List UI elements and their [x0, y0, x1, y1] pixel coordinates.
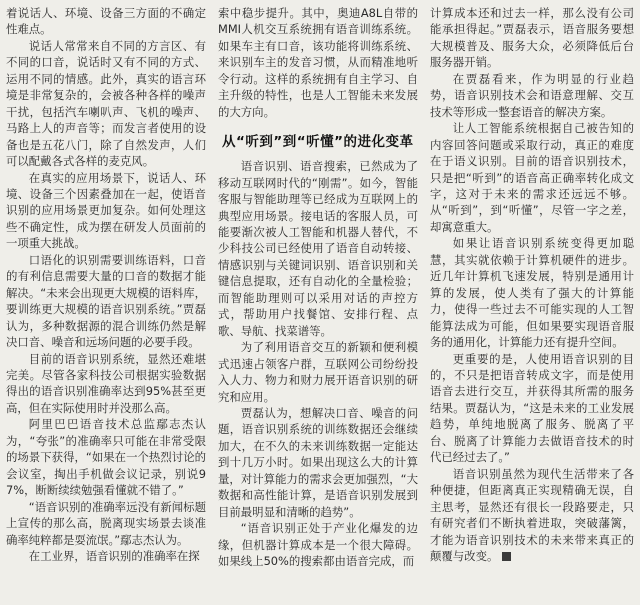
paragraph: 口语化的识别需要训练语料，口音的有利信息需要大量的口音的数据才能解决。“未来会出现更大规模的语料库，要训练更大规模的语音识别系统。”贾磊认为，多种数据源的混合训练仍然是解决口音、噪音和远场问题的必要手段。: [6, 252, 206, 350]
paragraph-text: 语音识别虽然为现代生活带来了各种便捷，但距离真正实现精确无误，自主思考，显然还有很长一段路要走，只有研究者们不断执着进取，突破藩篱，才能为语音识别技术的未来带来真正的颠覆与改变。: [430, 466, 634, 563]
paragraph: “语音识别的准确率远没有新闻标题上宣传的那么高，脱离现实场景去谈准确率纯粹都是耍流氓。”鄢志杰认为。: [6, 499, 206, 547]
paragraph: 索中稳步提升。其中，奥迪A8L自带的MMI人机交互系统拥有语音训练系统。如果车主有口音，该功能将训练系统、来识别车主的发音习惯，从而精准地听令行动。这样的系统拥有自主学习、自主升级的特性，也是人工智能未来发展的大方向。: [218, 6, 418, 119]
paragraph: 语音识别、语音搜索，已然成为了移动互联网时代的“刚需”。如今，智能客服与智能助理等已经成为互联网上的典型应用场景。接电话的客服人员，可能要渐次被人工智能和机器人替代，不少科技公司已经使用了语音自动转接、情感识别与关键词识别、语音识别和关键信息提取，还有自动化的全量检验；而智能助理则可以采用对话的声控方式，帮助用户找餐馆、安排行程、点歌、导航、找菜谱等。: [218, 159, 418, 338]
paragraph: 阿里巴巴语音技术总监鄢志杰认为，“夸张”的准确率只可能在非常受限的场景下获得，“如果在一个热烈讨论的会议室，掏出手机做会议记录，别说97%，断断续续勉强看懂就不错了。”: [6, 417, 206, 498]
paragraph: 在工业界，语音识别的准确率在探: [28, 548, 200, 563]
paragraph: 让人工智能系统根据自己被告知的内容回答问题或采取行动，真正的难度在于语义识别。目前的语音识别技术，只是把“听到”的语音高正确率转化成文字，这对于未来的需求还远远不够。从“听到”，到“听懂”，尽管一字之差，却寓意重大。: [430, 121, 634, 234]
paragraph: 计算成本还和过去一样，那么没有公司能承担得起。”贾磊表示，语音服务要想大规模普及、服务大众，必须降低后台服务器开销。: [430, 6, 634, 70]
last-paragraph: [430, 466, 634, 565]
end-of-article-icon: [502, 552, 511, 561]
paragraph: 如果让语音识别系统变得更加聪慧，其实就依赖于计算机硬件的进步。近几年计算机飞速发展，特别是通用计算的发展，使人类有了强大的计算能力，使得一些过去不可能实现的人工智能算法成为可能，但如果要实现语音服务的通用化，计算能力还有提升空间。: [430, 236, 634, 350]
paragraph: 说话人常常来自不同的方言区、有不同的口音，说话时又有不同的方式、运用不同的情感。此外，真实的语言环境是非常复杂的，会被各种各样的噪声干扰，包括汽车喇叭声、飞机的噪声、马路上人的声音等；而发言者使用的设备也是五花八门，除了自然发声，人们可以配戴各式各样的麦克风。: [6, 38, 206, 169]
paragraph: 在真实的应用场景下，说话人、环境、设备三个因素叠加在一起，使语音识别的应用场景更加复杂。如何处理这些不确定性，成为摆在研发人员面前的一项重大挑战。: [6, 170, 206, 251]
section-heading: 从“听到”到“听懂”的进化变革: [222, 134, 414, 151]
column-3: [430, 5, 634, 605]
column-2: [218, 5, 418, 605]
paragraph: 为了利用语音交互的新颖和便利模式迅速占领客户群，互联网公司纷纷投入人力、物力和财力展开语音识别的研究和应用。: [218, 340, 418, 404]
paragraph: 目前的语音识别系统，显然还难堪完美。尽管各家科技公司根据实验数据得出的语音识别准确率达到95%甚至更高，但在实际使用时并没那么高。: [6, 351, 206, 415]
paragraph: 更重要的是，人使用语音识别的目的，不只是把语音转成文字，而是使用语音去进行交互，并获得其所需的服务结果。贾磊认为，“这是未来的工业发展趋势，单纯地脱离了服务、脱离了平台、脱离了计算能力去做语音技术的时代已经过去了。”: [430, 351, 634, 465]
paragraph: 着说话人、环境、设备三方面的不确定性难点。: [6, 6, 206, 37]
paragraph: 在贾磊看来，作为明显的行业趋势，语音识别技术会和语意理解、交互技术等形成一整套语音的解决方案。: [430, 71, 634, 119]
paragraph: “语音识别正处于产业化爆发的边缘，但机器计算成本是一个很大障碍。如果线上50%的搜索都由语音完成，而: [218, 521, 418, 569]
paragraph: 贾磊认为，想解决口音、噪音的问题，语音识别系统的训练数据还会继续加大，在不久的未来训练数据一定能达到十几万小时。如果出现这么大的计算量，对计算能力的需求会更加强烈，“大数据和高性能计算，是语音识别发展到目前最明显和清晰的趋势”。: [218, 405, 418, 519]
column-1: [6, 5, 206, 605]
